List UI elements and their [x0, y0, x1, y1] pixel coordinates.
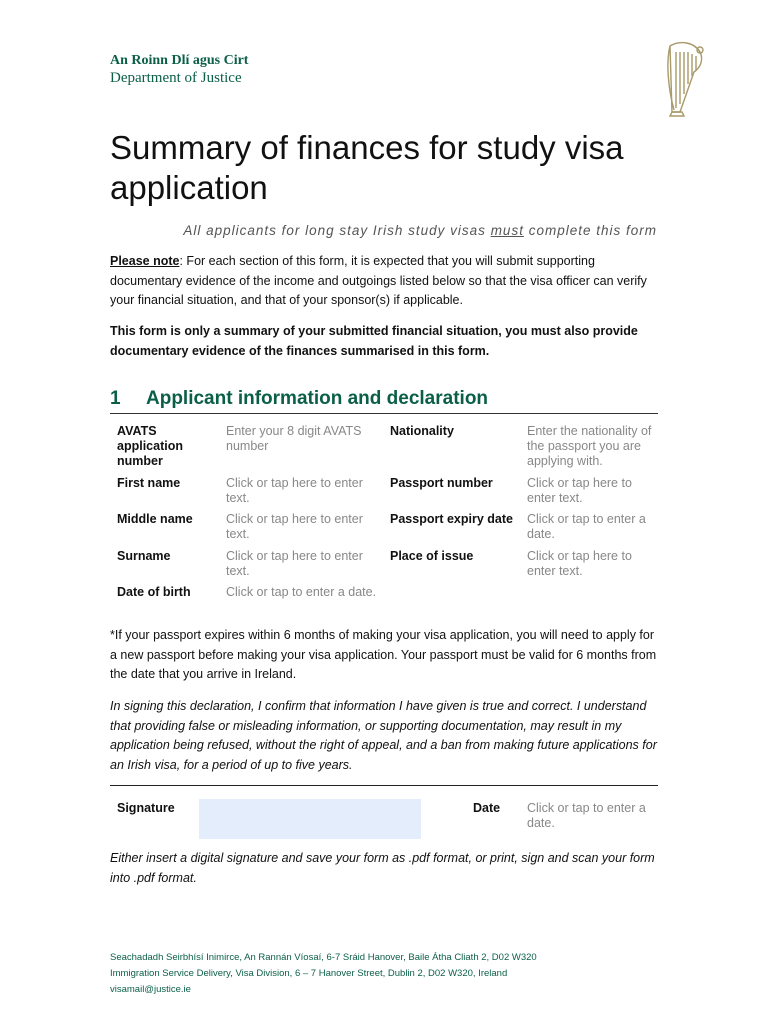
- date-of-birth-field[interactable]: Click or tap to enter a date.: [226, 585, 377, 599]
- harp-icon: [656, 38, 706, 120]
- passport-expiry-label: Passport expiry date: [390, 512, 513, 526]
- subtitle-text: All applicants for long stay Irish study visas: [183, 223, 491, 238]
- department-name-irish: An Roinn Dlí agus Cirt: [110, 53, 249, 68]
- first-name-label: First name: [117, 476, 181, 490]
- signature-field[interactable]: [199, 799, 421, 839]
- section-number: 1: [110, 388, 121, 409]
- please-note-label: Please note: [110, 254, 180, 268]
- please-note-text: : For each section of this form, it is expected that you will submit supporting documentary evidence of the income and outgoings listed below so that the visa officer can verify your financial situation, and that of your sponsor(s) if applicable.: [110, 254, 647, 308]
- place-of-issue-field[interactable]: Click or tap here to enter text.: [527, 549, 632, 578]
- please-note-paragraph: [110, 252, 658, 311]
- avats-label: AVATS application number: [117, 424, 183, 468]
- footer-line-english: Immigration Service Delivery, Visa Division, 6 – 7 Hanover Street, Dublin 2, D02 W320, Ireland: [110, 968, 508, 979]
- declaration-text: In signing this declaration, I confirm that information I have given is true and correct. I understand that providing false or misleading information, or supporting documentation, may result in my application being refused, without the right of appeal, and a ban from making future applications for an Irish visa, for a period of up to five years.: [110, 699, 657, 772]
- divider: [110, 785, 658, 786]
- subtitle-text-end: complete this form: [523, 223, 657, 238]
- signature-label: Signature: [117, 801, 175, 815]
- place-of-issue-label: Place of issue: [390, 549, 474, 563]
- section-heading-applicant: [110, 386, 658, 414]
- footer-address: [110, 950, 670, 998]
- date-label: Date: [473, 801, 501, 815]
- department-name-english: Department of Justice: [110, 70, 242, 86]
- nationality-label: Nationality: [390, 424, 454, 438]
- passport-number-field[interactable]: Click or tap here to enter text.: [527, 476, 632, 505]
- subtitle: [110, 223, 657, 238]
- passport-footnote: *If your passport expires within 6 months of making your visa application, you will need to apply for a new passport before making your visa application. Your passport must be valid for 6 months from the date that you arrive in Ireland.: [110, 628, 657, 682]
- page-title: Summary of finances for study visa application: [110, 129, 624, 206]
- subtitle-emphasis: must: [490, 223, 524, 238]
- avats-number-field[interactable]: Enter your 8 digit AVATS number: [226, 424, 362, 453]
- middle-name-label: Middle name: [117, 512, 193, 526]
- summary-paragraph: This form is only a summary of your submitted financial situation, you must also provide documentary evidence of the finances summarised in this form.: [110, 324, 638, 358]
- nationality-field[interactable]: Enter the nationality of the passport you are applying with.: [527, 424, 652, 468]
- passport-number-label: Passport number: [390, 476, 493, 490]
- footer-email: visamail@justice.ie: [110, 984, 191, 995]
- surname-label: Surname: [117, 549, 171, 563]
- surname-field[interactable]: Click or tap here to enter text.: [226, 549, 363, 578]
- signature-instructions: Either insert a digital signature and save your form as .pdf format, or print, sign and scan your form into .pdf format.: [110, 851, 655, 885]
- date-of-birth-label: Date of birth: [117, 585, 191, 599]
- signature-date-field[interactable]: Click or tap to enter a date.: [527, 801, 646, 830]
- middle-name-field[interactable]: Click or tap here to enter text.: [226, 512, 363, 541]
- footer-line-irish: Seachadadh Seirbhísí Inimirce, An Rannán Víosaí, 6-7 Sráid Hanover, Baile Átha Cliath 2, D02 W320: [110, 952, 537, 963]
- first-name-field[interactable]: Click or tap here to enter text.: [226, 476, 363, 505]
- department-name: [110, 52, 248, 87]
- passport-expiry-date-field[interactable]: Click or tap to enter a date.: [527, 512, 646, 541]
- section-title: Applicant information and declaration: [146, 388, 489, 409]
